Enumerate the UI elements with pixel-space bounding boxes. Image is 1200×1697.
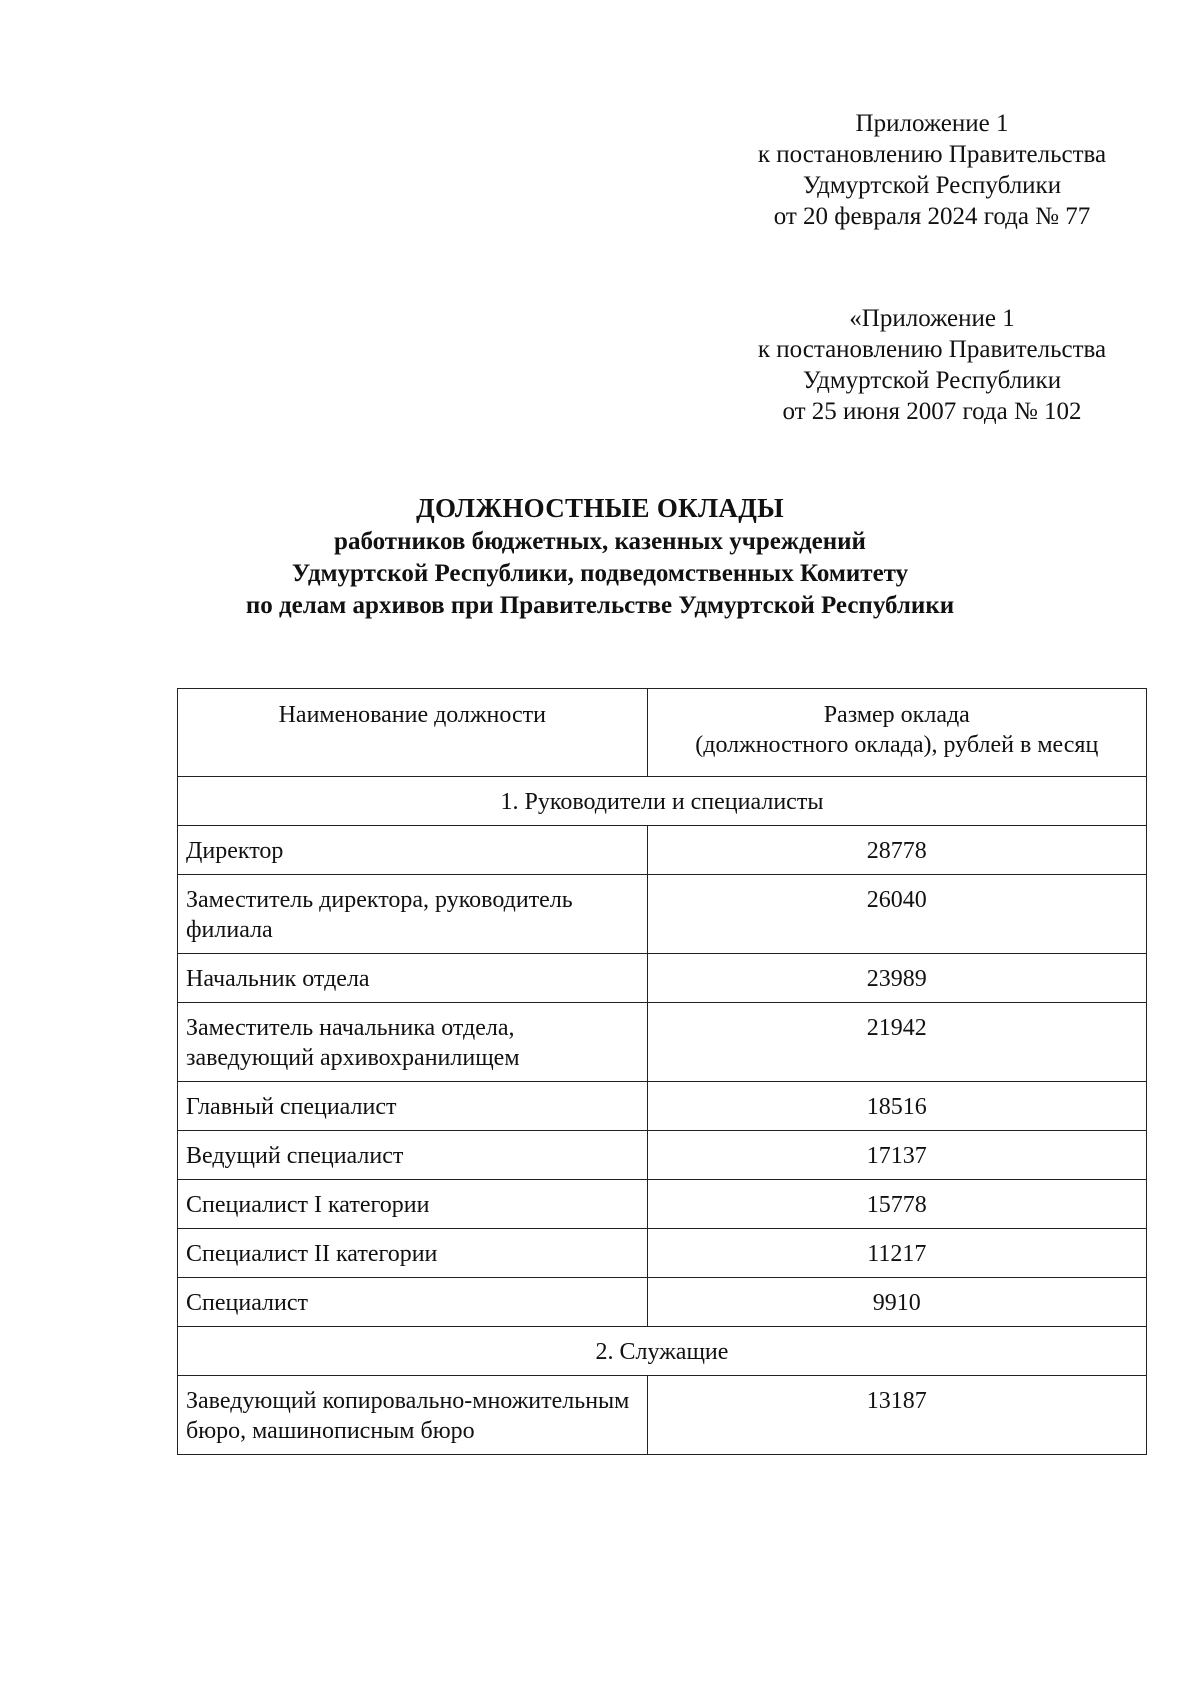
table-row [178, 1180, 1147, 1229]
header-position-name: Наименование должности [178, 689, 648, 777]
annex-current-resolution [722, 108, 1142, 232]
position-name: Ведущий специалист [178, 1131, 648, 1180]
header-salary-line-2: (должностного оклада), рублей в месяц [695, 732, 1099, 758]
table-row [178, 1278, 1147, 1327]
position-name: Специалист II категории [178, 1229, 648, 1278]
section-title: 1. Руководители и специалисты [178, 777, 1147, 826]
salary-value: 13187 [647, 1376, 1146, 1455]
salary-value: 28778 [647, 826, 1146, 875]
header-salary-size [647, 689, 1146, 777]
annex-current-line-3: Удмуртской Республики [802, 172, 1062, 199]
annex-original-line-4: от 25 июня 2007 года № 102 [782, 398, 1082, 425]
annex-original-line-2: к постановлению Правительства [757, 336, 1107, 363]
position-name: Начальник отдела [178, 954, 648, 1003]
position-name: Главный специалист [178, 1082, 648, 1131]
document-subtitle-line-3: по делам архивов при Правительстве Удмуртской Республики [245, 592, 955, 619]
position-name: Заместитель начальника отдела, заведующий архивохранилищем [178, 1003, 648, 1082]
salary-value: 23989 [647, 954, 1146, 1003]
position-name: Специалист [178, 1278, 648, 1327]
section-row [178, 1327, 1147, 1376]
table-row [178, 1229, 1147, 1278]
annex-current-line-4: от 20 февраля 2024 года № 77 [773, 203, 1091, 230]
position-name: Заместитель директора, руководитель филиала [178, 875, 648, 954]
salary-value: 17137 [647, 1131, 1146, 1180]
salary-value: 26040 [647, 875, 1146, 954]
document-subtitle-line-2: Удмуртской Республики, подведомственных Комитету [291, 560, 909, 587]
position-name: Директор [178, 826, 648, 875]
table-row [178, 954, 1147, 1003]
salary-value: 15778 [647, 1180, 1146, 1229]
salary-value: 11217 [647, 1229, 1146, 1278]
annex-current-line-1: Приложение 1 [855, 110, 1009, 137]
salary-value: 9910 [647, 1278, 1146, 1327]
annex-original-line-3: Удмуртской Республики [802, 367, 1062, 394]
position-name: Заведующий копировально-множительным бюро, машинописным бюро [178, 1376, 648, 1455]
document-title: ДОЛЖНОСТНЫЕ ОКЛАДЫ [416, 493, 784, 523]
position-name: Специалист I категории [178, 1180, 648, 1229]
annex-original-line-1: «Приложение 1 [849, 305, 1015, 332]
document-heading [150, 490, 1050, 622]
annex-original-resolution [722, 303, 1142, 427]
salary-value: 21942 [647, 1003, 1146, 1082]
table-row [178, 1131, 1147, 1180]
salary-value: 18516 [647, 1082, 1146, 1131]
table-header-row [178, 689, 1147, 777]
table-row [178, 826, 1147, 875]
salary-table [177, 688, 1147, 1455]
header-salary-line-1: Размер оклада [823, 702, 970, 728]
table-row [178, 1082, 1147, 1131]
table-row [178, 1003, 1147, 1082]
annex-current-line-2: к постановлению Правительства [757, 141, 1107, 168]
document-subtitle-line-1: работников бюджетных, казенных учреждений [334, 528, 866, 555]
table-row [178, 875, 1147, 954]
section-title: 2. Служащие [178, 1327, 1147, 1376]
table-row [178, 1376, 1147, 1455]
section-row [178, 777, 1147, 826]
